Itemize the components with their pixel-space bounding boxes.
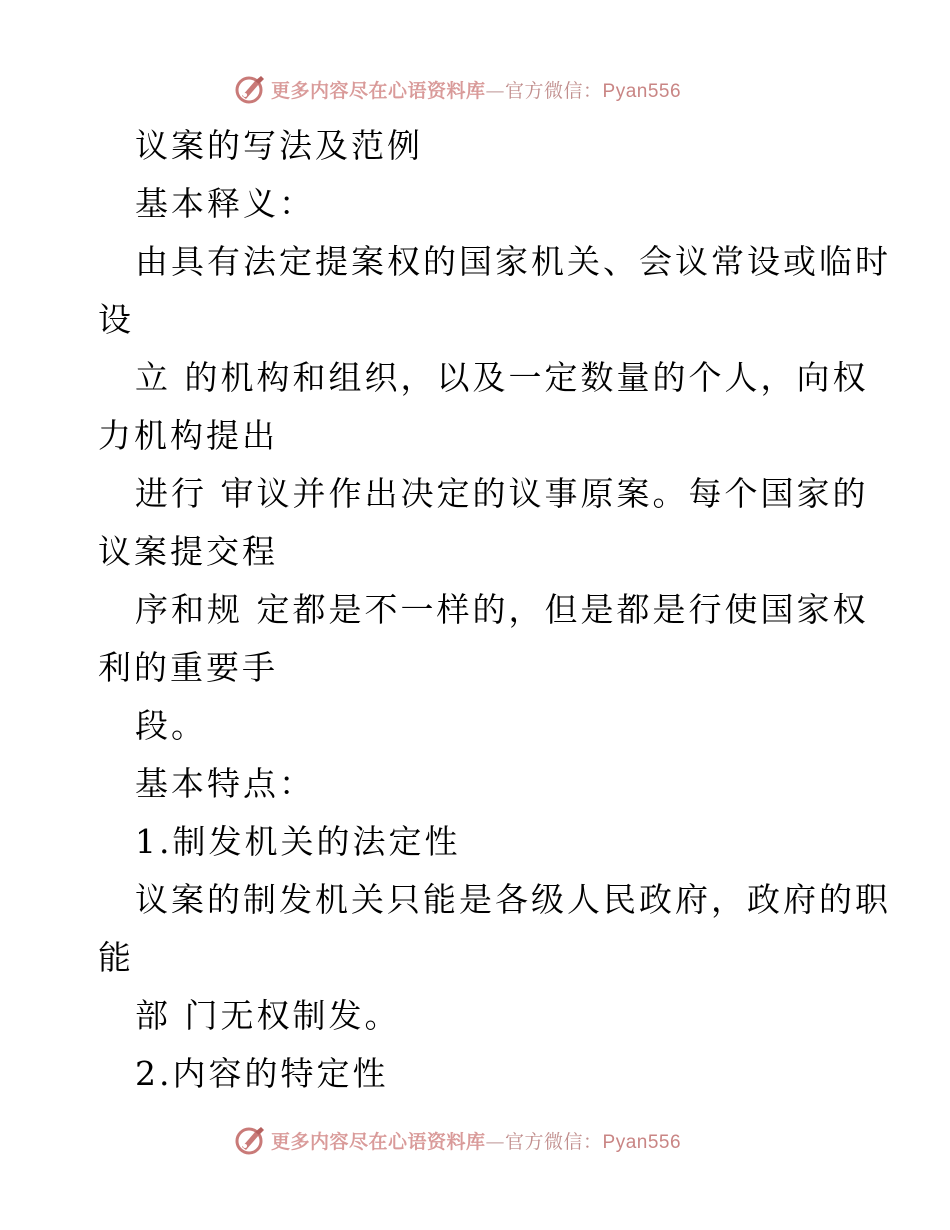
numbered-heading: 1.制发机关的法定性: [135, 822, 461, 861]
watermark-text: [271, 1127, 681, 1154]
numbered-heading: 2.内容的特定性: [135, 1054, 389, 1093]
watermark-title: 更多内容尽在心语资料库: [271, 79, 486, 102]
paragraph-line: 议案的制发机关只能是各级人民政府，政府的职: [135, 880, 891, 919]
watermark-wechat-label: 官方微信：: [505, 1130, 603, 1153]
paragraph-line: 段。: [135, 706, 207, 745]
document-title: 议案的写法及范例: [135, 126, 423, 165]
watermark-wechat-label: 官方微信：: [505, 79, 603, 102]
watermark-wechat-id: Pyan556: [602, 80, 682, 102]
paragraph-line: 部 门无权制发。: [135, 996, 401, 1035]
paragraph-line: 由具有法定提案权的国家机关、会议常设或临时: [135, 242, 891, 281]
footer-watermark: [233, 1123, 681, 1157]
paragraph-line: 进行 审议并作出决定的议事原案。每个国家的: [135, 474, 869, 513]
section-heading: 基本释义：: [135, 184, 315, 223]
watermark-wechat-id: Pyan556: [602, 1131, 682, 1153]
watermark-title: 更多内容尽在心语资料库: [271, 1130, 486, 1153]
paragraph-line: 设: [98, 300, 134, 339]
paragraph-line: 议案提交程: [98, 532, 278, 571]
paragraph-line: 力机构提出: [98, 416, 278, 455]
header-watermark: [233, 72, 681, 106]
watermark-text: [271, 76, 681, 103]
paragraph-line: 能: [98, 938, 134, 977]
watermark-separator: —: [485, 1130, 506, 1153]
pen-logo-icon: [233, 1123, 267, 1157]
paragraph-line: 利的重要手: [98, 648, 278, 687]
watermark-separator: —: [485, 79, 506, 102]
paragraph-line: 序和规 定都是不一样的，但是都是行使国家权: [135, 590, 869, 629]
document-body: [98, 117, 891, 1103]
section-heading: 基本特点：: [135, 764, 315, 803]
paragraph-line: 立 的机构和组织，以及一定数量的个人，向权: [135, 358, 869, 397]
pen-logo-icon: [233, 72, 267, 106]
